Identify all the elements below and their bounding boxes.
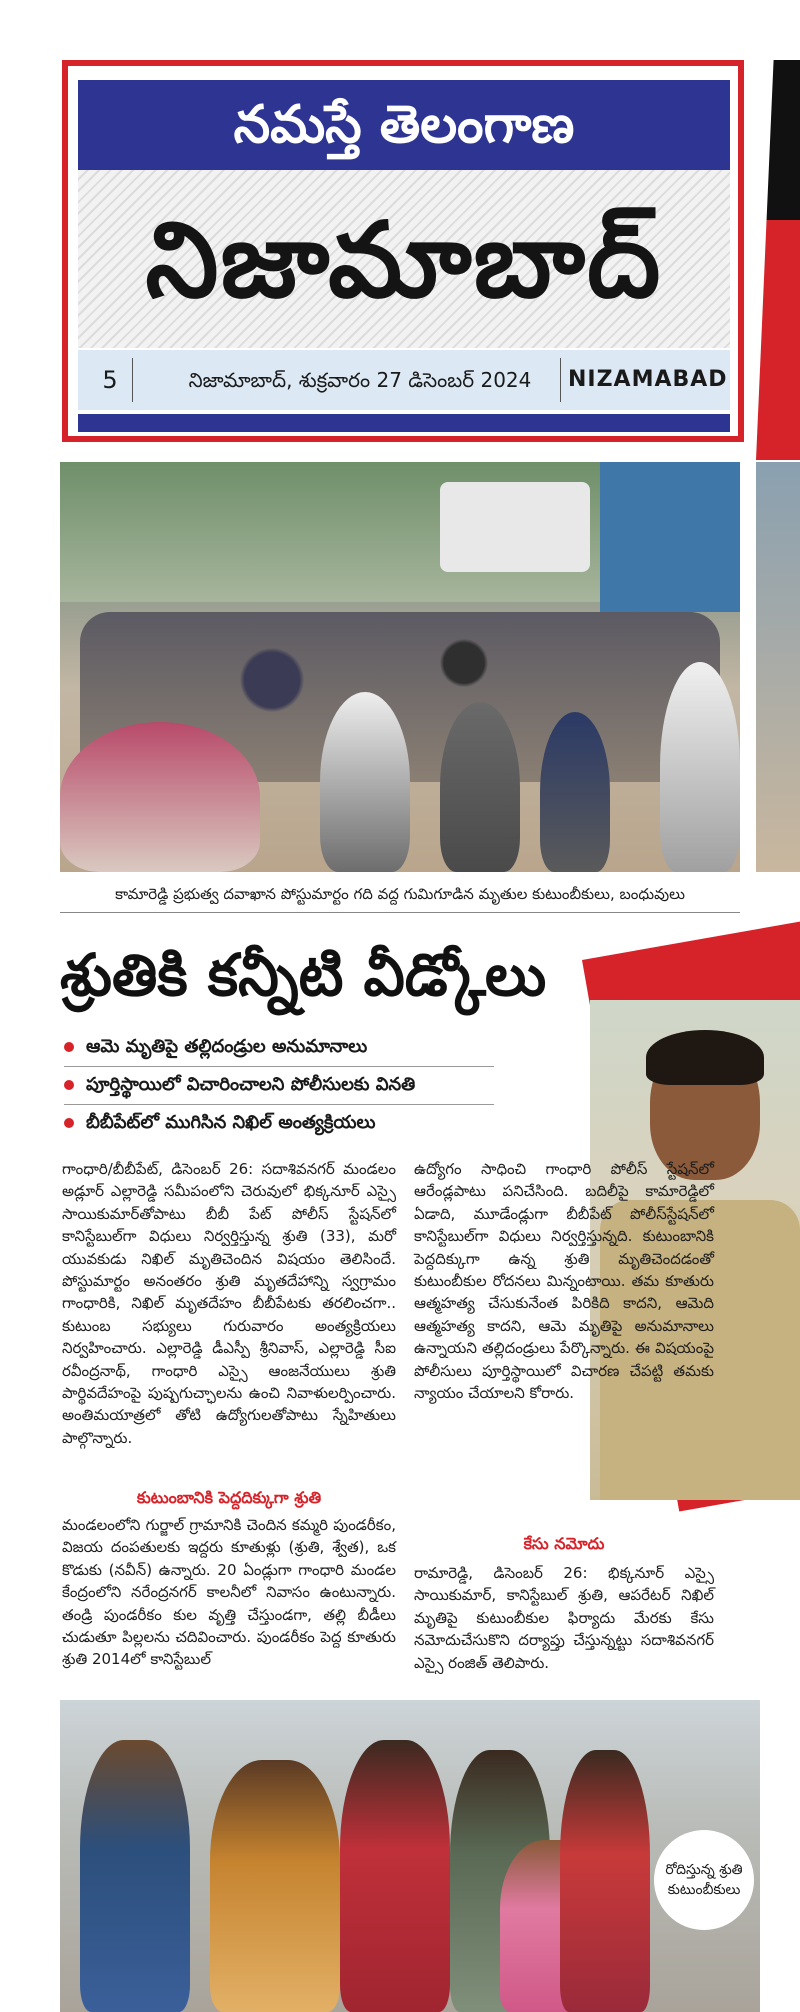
- paper-name: నమస్తే తెలంగాణ: [78, 80, 730, 170]
- family-mourning-photo: [60, 1700, 760, 2012]
- dateline: నిజామాబాద్, శుక్రవారం 27 డిసెంబర్ 2024: [188, 368, 532, 392]
- masthead-bottom-bar: [78, 414, 730, 432]
- edition-label: NIZAMABAD: [568, 367, 728, 392]
- article-column-1-continued: మండలంలోని గుర్జాల్ గ్రామానికి చెందిన కమ్మరి పుండరీకం, విజయ దంపతులకు ఇద్దరు కూతుళ్లు (శ్రుతి, శ్వేత), ఒక కొడుకు (నవీన్) ఉన్నారు. 20 ఏండ్లుగా గాంధారి మండల కేంద్రంలోని నరేంద్రనగర్ కాలనీలో నివాసం ఉంటున్నారు. తండ్రి పుండరీకం కుల వృత్తి చేస్తుండగా, తల్లి బీడీలు చుడుతూ పిల్లలను చదివించారు. పుండరీకం పెద్ద కూతురు శ్రుతి 2014లో కానిస్టేబుల్: [62, 1516, 396, 1669]
- article-column-2-continued: రామారెడ్డి, డిసెంబర్ 26: భిక్కనూర్ ఎస్సై సాయికుమార్, కానిస్టేబుల్ శ్రుతి, ఆపరేటర్ నిఖిల్ మృతిపై కుటుంబీకుల ఫిర్యాదు మేరకు కేసు నమోదుచేసుకొని దర్యాప్తు చేస్తున్నట్టు సదాశివనగర్ ఎస్సై రంజిత్ తెలిపారు.: [414, 1564, 714, 1672]
- divider: [560, 358, 561, 402]
- bullet-icon: [64, 1080, 74, 1090]
- divider: [64, 1066, 494, 1067]
- subheading: కేసు నమోదు: [523, 1534, 605, 1553]
- bullet-point: [64, 1068, 504, 1102]
- bullet-point: [64, 1030, 504, 1064]
- decorative-red-strip: [756, 60, 800, 460]
- photo-caption: కామారెడ్డి ప్రభుత్వ దవాఖాన పోస్టుమార్టం గది వద్ద గుమిగూడిన మృతుల కుటుంబీకులు, బంధువులు: [60, 876, 740, 913]
- divider: [132, 358, 133, 402]
- page-number: 5: [102, 366, 118, 394]
- bullet-text: ఆమె మృతిపై తల్లిదండ్రుల అనుమానాలు: [86, 1036, 368, 1057]
- bullet-icon: [64, 1118, 74, 1128]
- adjacent-photo-edge: [756, 462, 800, 872]
- subheading: కుటుంబానికి పెద్దదిక్కుగా శ్రుతి: [136, 1488, 322, 1507]
- edition-city-title: నిజామాబాద్: [145, 199, 663, 321]
- article-column-1: గాంధారి/బీబీపేట్, డిసెంబర్ 26: సదాశివనగర్ మండలం అడ్లూర్ ఎల్లారెడ్డి సమీపంలోని చెరువులో భిక్కనూర్ ఎస్సై సాయికుమార్‌తోపాటు బీబీ పేట్ పోలీస్ స్టేషన్‌లో కానిస్టేబుల్‌గా విధులు నిర్వర్తిస్తున్న శ్రుతి (33), మరో యువకుడు నిఖిల్ మృతిచెందిన విషయం తెలిసిందే. పోస్టుమార్టం అనంతరం శ్రుతి మృతదేహాన్ని స్వగ్రామం గాంధారికి, నిఖిల్ మృతదేహం బీబీపేటకు తరలించగా.. కుటుంబ సభ్యులు గురువారం అంత్యక్రియలు నిర్వహించారు. ఎల్లారెడ్డి డీఎస్పీ శ్రీనివాస్, ఎల్లారెడ్డి సీఐ రవీంద్రనాథ్, గాంధారి ఎస్సై ఆంజనేయులు శ్రుతి పార్థివదేహంపై పుష్పగుచ్ఛాలను ఉంచి నివాళులర్పించారు. అంతిమయాత్రలో తోటి ఉద్యోగులతోపాటు స్నేహితులు పాల్గొన్నారు.: [62, 1160, 396, 1447]
- divider: [64, 1104, 494, 1105]
- photo-caption: రోదిస్తున్న శ్రుతి కుటుంబీకులు: [665, 1862, 743, 1898]
- bullet-text: పూర్తిస్థాయిలో విచారించాలని పోలీసులకు వినతి: [86, 1074, 416, 1095]
- bullet-icon: [64, 1042, 74, 1052]
- crowd-photo: [60, 462, 740, 872]
- article-column-2: ఉద్యోగం సాధించి గాంధారి పోలీస్ స్టేషన్‌లో ఆరేండ్లపాటు పనిచేసింది. బదిలీపై కామారెడ్డిలో ఏడాది, మూడేండ్లుగా బీబీపేట్ పోలీస్‌స్టేషన్‌లో కానిస్టేబుల్‌గా విధులు నిర్వర్తిస్తున్నది. కుటుంబానికి పెద్దదిక్కుగా ఉన్న శ్రుతి మృతిచెందడంతో కుటుంబీకుల రోదనలు మిన్నంటాయి. తమ కూతురు ఆత్మహత్య చేసుకునేంత పిరికిది కాదని, ఆమెది ఆత్మహత్య కాదని, ఆమె మృతిపై అనుమానాలు ఉన్నాయని తల్లిదండ్రులు పేర్కొన్నారు. ఈ విషయంపై పోలీసులు పూర్తిస్థాయిలో విచారణ చేపట్టి తమకు న్యాయం చేయాలని కోరారు.: [414, 1160, 714, 1403]
- photo-caption-bubble: [654, 1830, 754, 1930]
- bullet-point: [64, 1106, 504, 1140]
- headline: శ్రుతికి కన్నీటి వీడ్కోలు: [60, 941, 547, 1009]
- bullet-text: బీబీపేట్‌లో ముగిసిన నిఖిల్ అంత్యక్రియలు: [86, 1112, 376, 1133]
